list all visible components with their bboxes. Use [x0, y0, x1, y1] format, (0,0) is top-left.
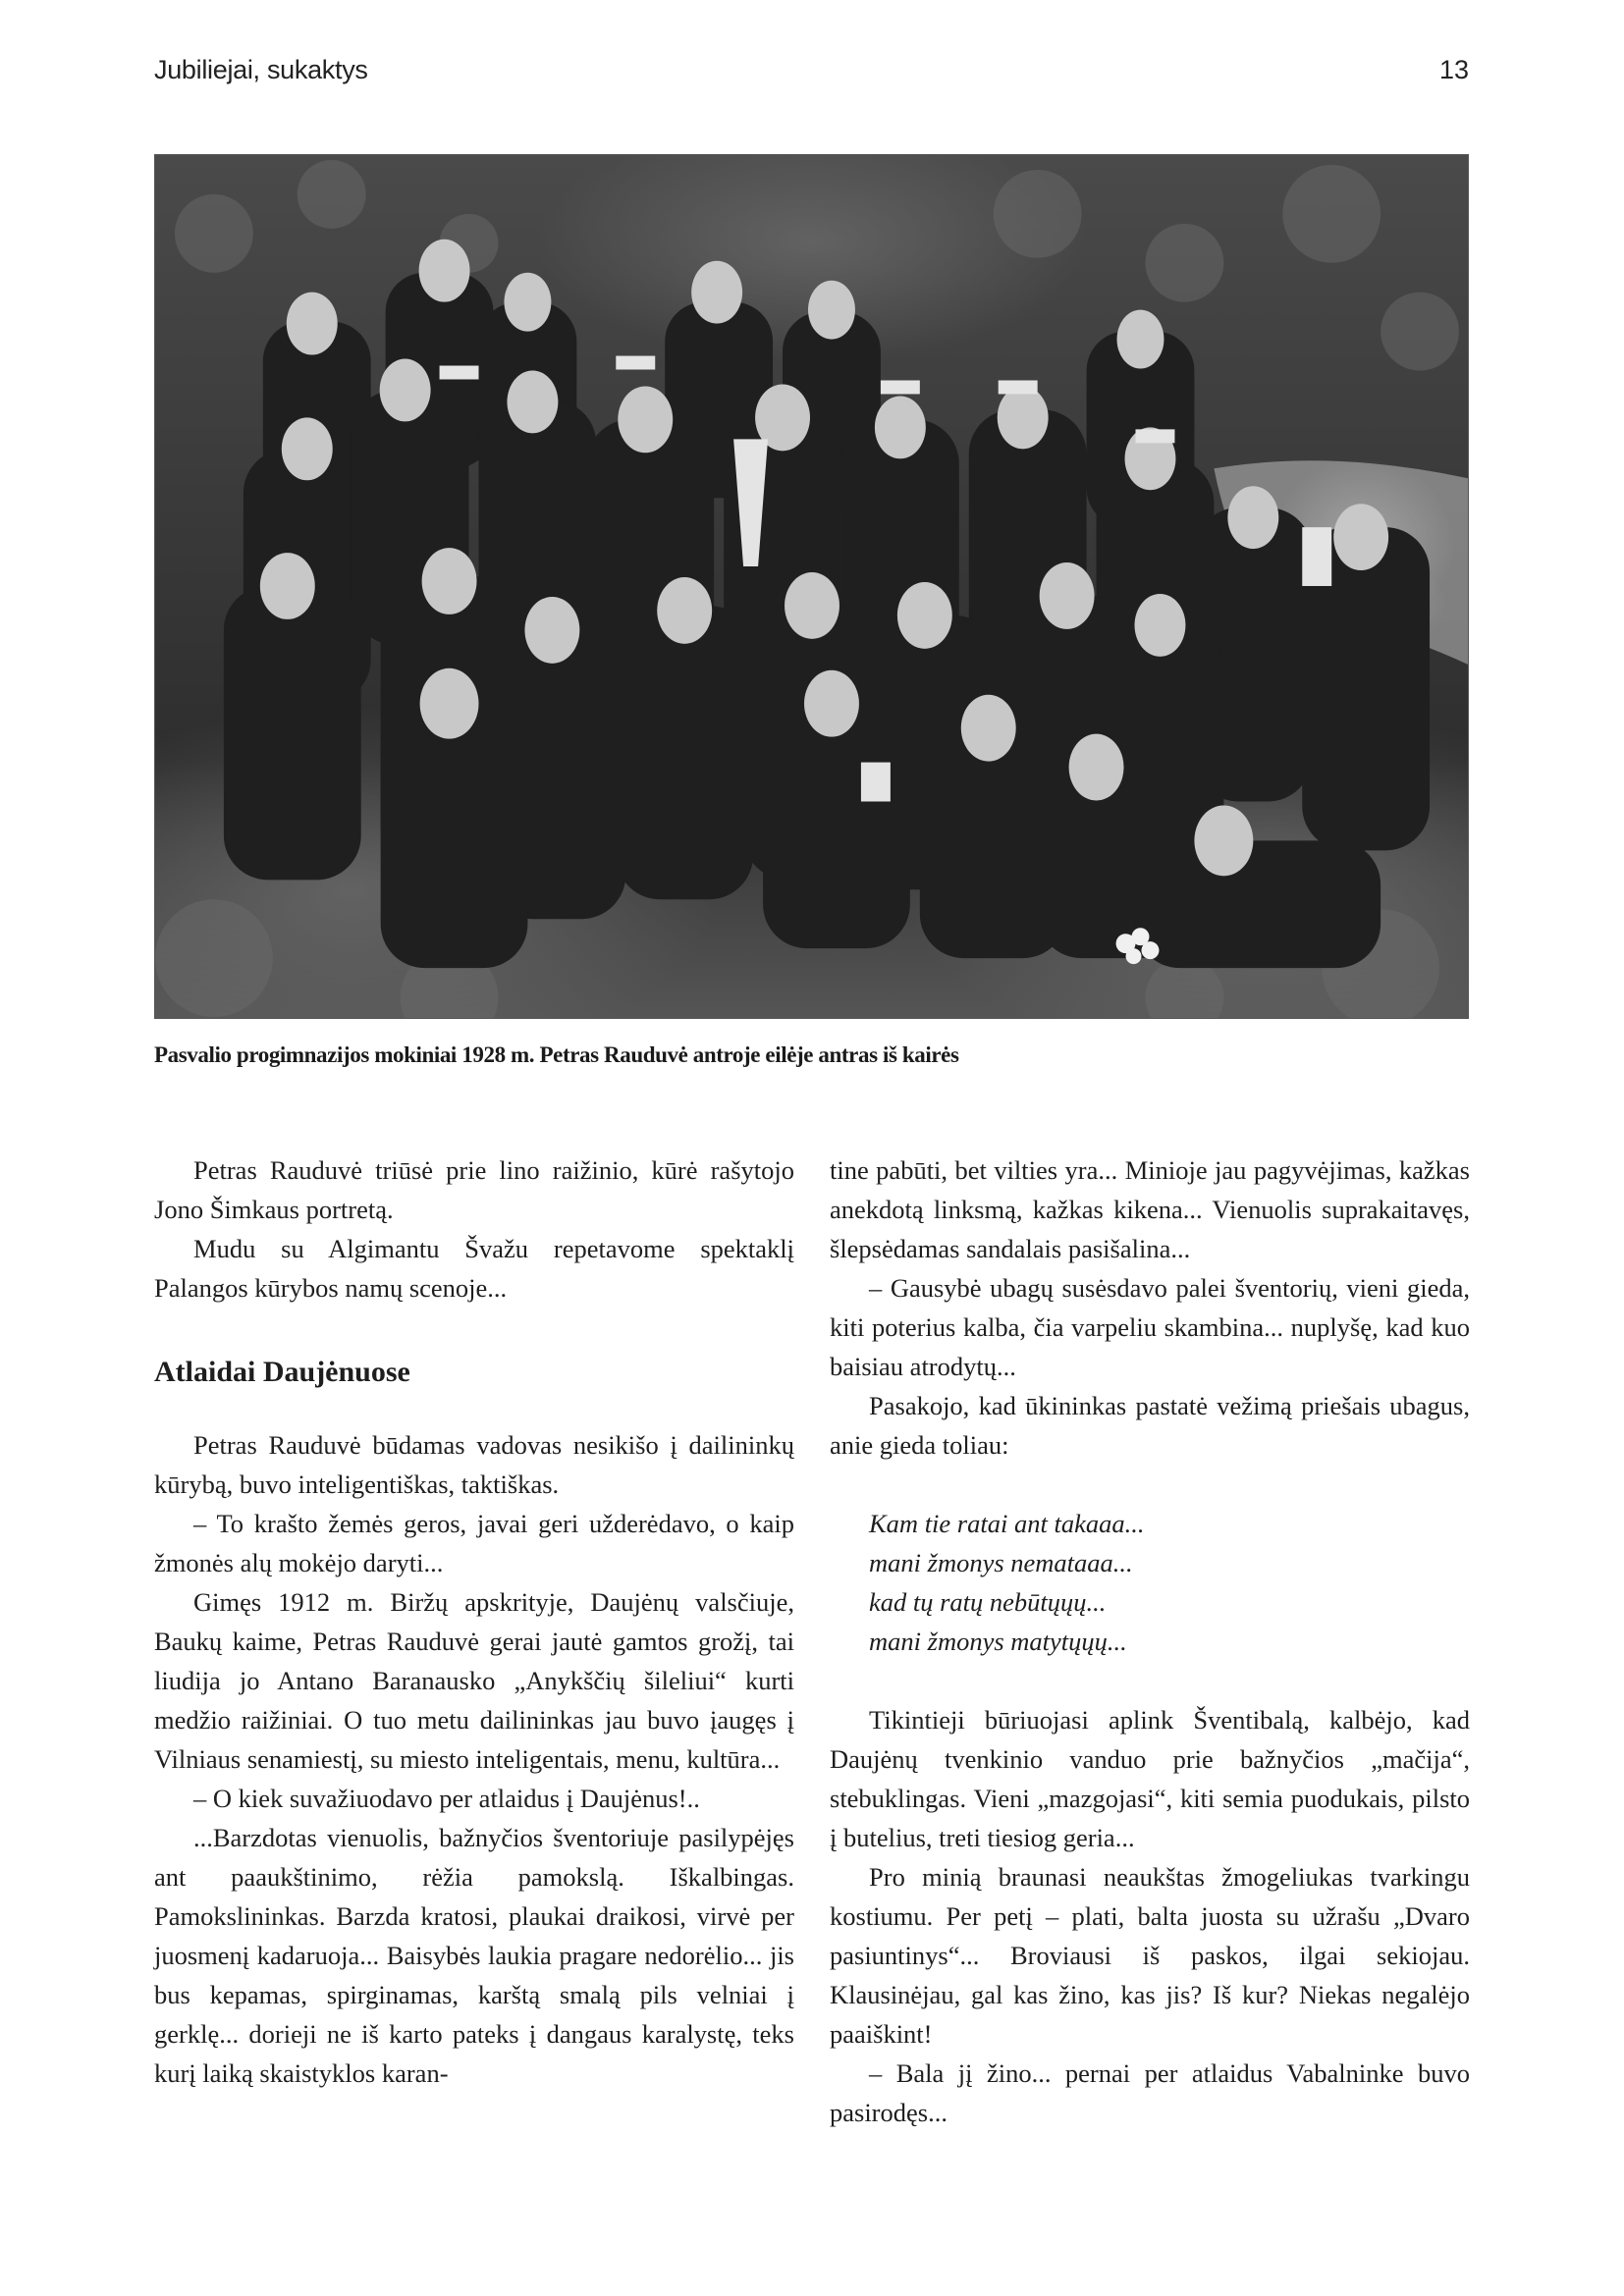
paragraph: ...Barzdotas vienuolis, bažnyčios šventoriuje pasilypėjęs ant paaukštinimo, rėžia pamokslą. Iškalbingas. Pamokslininkas. Barzda kratosi, plaukai draikosi, virvė per juosmenį kadaruoja... Baisybės laukia pragare nedorėlio... jis bus kepamas, spirginamas, karštą smalą pils velniai į gerklę... dorieji ne iš karto pateks į dangaus karalystę, teks kurį laiką skaistyklos karan-	[154, 1823, 794, 2088]
photo-caption: Pasvalio progimnazijos mokiniai 1928 m. Petras Rauduvė antroje eilėje antras iš kairės	[154, 1042, 959, 1067]
verse-line: mani žmonys matytųųų...	[869, 1627, 1127, 1656]
verse-line: kad tų ratų nebūtųųų...	[869, 1587, 1107, 1617]
verse-line: Kam tie ratai ant takaaa...	[869, 1509, 1145, 1538]
group-photograph	[154, 154, 1469, 1019]
paragraph: Pasakojo, kad ūkininkas pastatė vežimą priešais ubagus, anie gieda toliau:	[830, 1391, 1470, 1460]
paragraph: Petras Rauduvė triūsė prie lino raižinio, kūrė rašytojo Jono Šimkaus portretą.	[154, 1155, 794, 1224]
paragraph-continuation: tine pabūti, bet vilties yra... Minioje jau pagyvėjimas, kažkas anekdotą linksmą, kažkas kikena... Vienuolis suprakaitavęs, šlepsėdamas sandalais pasišalina...	[830, 1155, 1470, 1263]
paragraph: Petras Rauduvė būdamas vadovas nesikišo į dailininkų kūrybą, buvo inteligentiškas, taktiškas.	[154, 1430, 794, 1499]
paragraph: Gimęs 1912 m. Biržų apskrityje, Daujėnų valsčiuje, Baukų kaime, Petras Rauduvė gerai jautė gamtos grožį, tai liudija jo Antano Baranausko „Anykščių šileliui“ kurti medžio raižiniai. O tuo metu dailininkas jau buvo įaugęs į Vilniaus senamiestį, su miesto inteligentais, menu, kultūra...	[154, 1587, 794, 1774]
verse-line: mani žmonys nemataaa...	[869, 1548, 1133, 1577]
paragraph: Pro minią braunasi neaukštas žmogeliukas tvarkingu kostiumu. Per petį – plati, balta juosta su užrašu „Dvaro pasiuntinys“... Broviausi iš paskos, ilgai sekiojau. Klausinėjau, gal kas žino, kas jis? Iš kur? Niekas negalėjo paaiškint!	[830, 1862, 1470, 2049]
section-heading: Atlaidai Daujėnuose	[154, 1356, 410, 1388]
paragraph: – O kiek suvažiuodavo per atlaidus į Daujėnus!..	[193, 1784, 700, 1813]
running-header-section-title: Jubiliejai, sukaktys	[154, 55, 368, 84]
paragraph: Mudu su Algimantu Švažu repetavome spektaklį Palangos kūrybos namų scenoje...	[154, 1234, 794, 1303]
text-column-right	[830, 1150, 1470, 2132]
song-verse	[869, 1504, 1470, 1661]
paragraph: – Bala jį žino... pernai per atlaidus Vabalninke buvo pasirodęs...	[830, 2058, 1470, 2127]
people-group	[224, 240, 1430, 968]
paragraph: Tikintieji būriuojasi aplink Šventibalą, kalbėjo, kad Daujėnų tvenkinio vanduo prie bažnyčios „mačija“, stebuklingas. Vieni „mazgojasi“, kiti semia puodukais, pilsto į butelius, treti tiesiog geria...	[830, 1705, 1470, 1852]
text-column-left	[154, 1150, 794, 2093]
paragraph: – Gausybė ubagų susėsdavo palei šventorių, vieni gieda, kiti poterius kalba, čia varpeliu skambina... nuplyšę, kad kuo baisiau atrodytų...	[830, 1273, 1470, 1381]
photo-illustration	[155, 155, 1468, 1018]
paragraph: – To krašto žemės geros, javai geri užderėdavo, o kaip žmonės alų mokėjo daryti...	[154, 1509, 794, 1577]
page-number: 13	[1438, 55, 1469, 84]
